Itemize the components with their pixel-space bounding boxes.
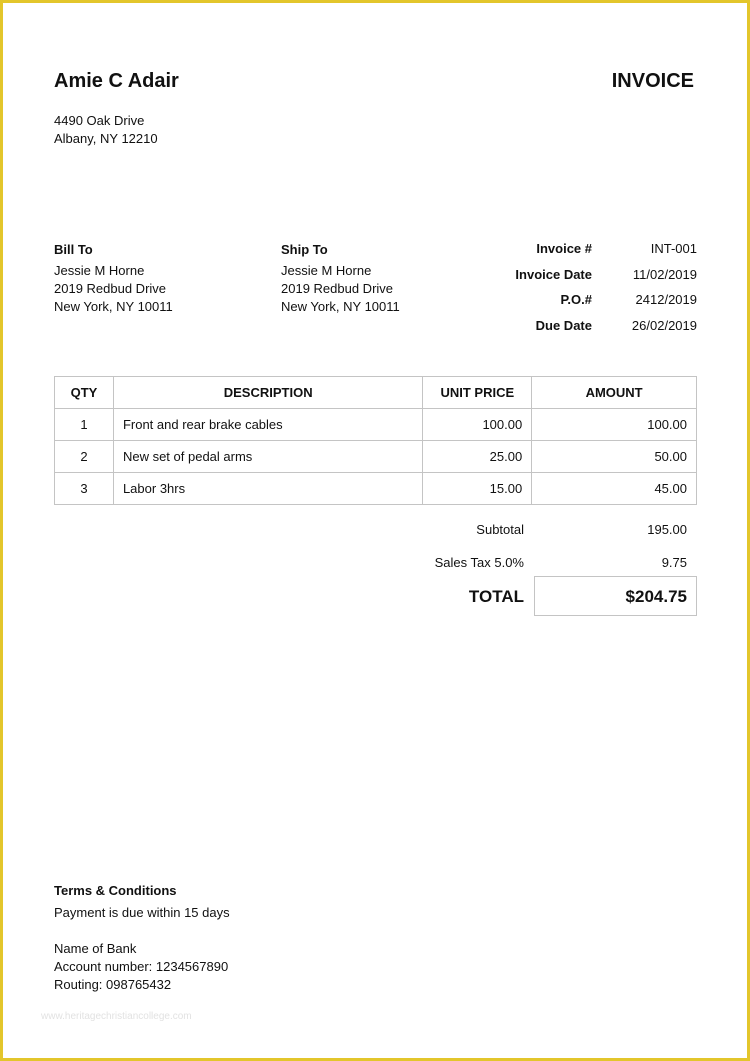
- table-row: [55, 473, 697, 505]
- sender-name: Amie C Adair: [54, 70, 179, 92]
- due-date-label: Due Date: [535, 317, 592, 333]
- bill-to-name: Jessie M Horne: [54, 263, 145, 278]
- bank-routing: Routing: 098765432: [54, 977, 172, 992]
- tax-label: Sales Tax 5.0%: [434, 555, 524, 570]
- invoice-date-value: 11/02/2019: [632, 266, 697, 282]
- po-number-label: P.O.#: [560, 292, 592, 307]
- table-header-row: [55, 377, 697, 409]
- invoice-meta: [483, 241, 697, 343]
- subtotal-label: Subtotal: [476, 522, 524, 537]
- meta-row-invoice-number: [483, 241, 697, 267]
- table-row: [55, 441, 697, 473]
- line-items-table: [54, 376, 697, 505]
- row-description: Front and rear brake cables: [113, 409, 422, 441]
- ship-to-block: [281, 241, 400, 316]
- bank-name: Name of Bank: [54, 941, 137, 956]
- ship-to-heading: Ship To: [281, 242, 328, 257]
- invoice-number-value: INT-001: [650, 241, 697, 256]
- tax-value: 9.75: [661, 555, 687, 570]
- bank-account: Account number: 1234567890: [54, 959, 229, 974]
- invoice-date-label: Invoice Date: [515, 266, 592, 282]
- row-unit-price: 25.00: [423, 441, 532, 473]
- row-unit-price: 15.00: [423, 473, 532, 505]
- column-header-qty: QTY: [55, 377, 114, 409]
- sender-address-line1: 4490 Oak Drive: [54, 113, 145, 128]
- row-amount: 50.00: [532, 441, 697, 473]
- po-number-value: 2412/2019: [635, 292, 697, 307]
- subtotal-value: 195.00: [647, 522, 687, 537]
- meta-row-due-date: [483, 318, 697, 344]
- row-amount: 45.00: [532, 473, 697, 505]
- row-unit-price: 100.00: [423, 409, 532, 441]
- total-value: $204.75: [625, 587, 687, 606]
- bill-to-block: [54, 241, 173, 316]
- column-header-unit-price: UNIT PRICE: [423, 377, 532, 409]
- row-qty: 2: [55, 441, 114, 473]
- column-header-amount: AMOUNT: [532, 377, 697, 409]
- ship-to-address-line1: 2019 Redbud Drive: [281, 281, 394, 296]
- meta-row-invoice-date: [483, 267, 697, 293]
- bill-to-address-line2: New York, NY 10011: [54, 299, 173, 314]
- row-qty: 3: [55, 473, 114, 505]
- bill-to-address-line1: 2019 Redbud Drive: [54, 281, 167, 296]
- row-amount: 100.00: [532, 409, 697, 441]
- bill-to-heading: Bill To: [54, 242, 93, 257]
- ship-to-address-line2: New York, NY 10011: [281, 299, 400, 314]
- terms-block: [54, 882, 230, 994]
- due-date-value: 26/02/2019: [631, 317, 697, 333]
- watermark: www.heritagechristiancollege.com: [41, 1011, 192, 1022]
- document-title: INVOICE: [611, 70, 694, 92]
- sender-address: [54, 112, 158, 148]
- column-header-description: DESCRIPTION: [113, 377, 422, 409]
- terms-text: Payment is due within 15 days: [54, 905, 230, 920]
- sender-address-line2: Albany, NY 12210: [54, 131, 158, 146]
- meta-row-po-number: [483, 292, 697, 318]
- ship-to-name: Jessie M Horne: [281, 263, 372, 278]
- invoice-number-label: Invoice #: [536, 241, 592, 256]
- row-qty: 1: [55, 409, 114, 441]
- table-row: [55, 409, 697, 441]
- row-description: New set of pedal arms: [113, 441, 422, 473]
- total-label: TOTAL: [468, 587, 524, 606]
- terms-heading: Terms & Conditions: [54, 883, 177, 898]
- row-description: Labor 3hrs: [113, 473, 422, 505]
